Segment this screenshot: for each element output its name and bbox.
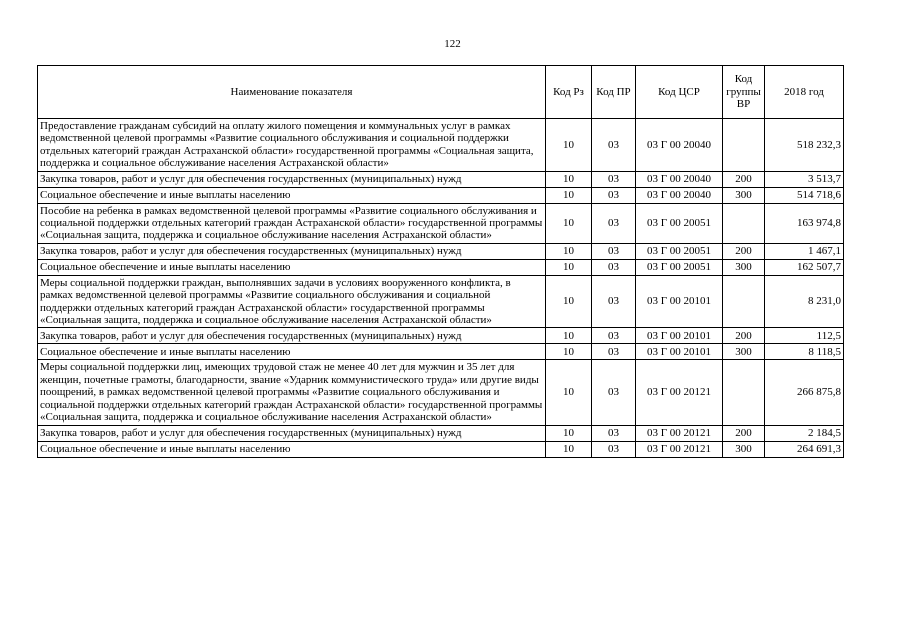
row-name: Социальное обеспечение и иные выплаты населению bbox=[38, 441, 546, 457]
row-csr: 03 Г 00 20051 bbox=[636, 259, 723, 275]
row-rz: 10 bbox=[546, 425, 592, 441]
row-rz: 10 bbox=[546, 259, 592, 275]
row-pr: 03 bbox=[592, 187, 636, 203]
row-vr: 300 bbox=[723, 441, 765, 457]
table-row bbox=[38, 119, 844, 172]
table-row bbox=[38, 275, 844, 328]
row-name: Социальное обеспечение и иные выплаты населению bbox=[38, 259, 546, 275]
row-name: Закупка товаров, работ и услуг для обеспечения государственных (муниципальных) нужд bbox=[38, 243, 546, 259]
table-row bbox=[38, 441, 844, 457]
row-name: Пособие на ребенка в рамках ведомственной целевой программы «Развитие социального обслуживания и социальной поддержки отдельных категорий граждан Астраханской области» государственной программы «Социальная защита, поддержка и социальное обслуживание населения Астраханской области» bbox=[38, 203, 546, 243]
header-name: Наименование показателя bbox=[38, 66, 546, 119]
row-pr: 03 bbox=[592, 328, 636, 344]
row-csr: 03 Г 00 20051 bbox=[636, 243, 723, 259]
row-vr bbox=[723, 203, 765, 243]
row-pr: 03 bbox=[592, 259, 636, 275]
row-pr: 03 bbox=[592, 344, 636, 360]
row-vr: 200 bbox=[723, 243, 765, 259]
row-pr: 03 bbox=[592, 243, 636, 259]
row-value: 1 467,1 bbox=[765, 243, 844, 259]
header-vr: Код группы ВР bbox=[723, 66, 765, 119]
row-rz: 10 bbox=[546, 360, 592, 425]
row-value: 514 718,6 bbox=[765, 187, 844, 203]
row-rz: 10 bbox=[546, 171, 592, 187]
row-csr: 03 Г 00 20040 bbox=[636, 187, 723, 203]
row-vr: 200 bbox=[723, 171, 765, 187]
row-csr: 03 Г 00 20101 bbox=[636, 344, 723, 360]
row-rz: 10 bbox=[546, 119, 592, 172]
row-name: Закупка товаров, работ и услуг для обеспечения государственных (муниципальных) нужд bbox=[38, 328, 546, 344]
row-value: 266 875,8 bbox=[765, 360, 844, 425]
row-pr: 03 bbox=[592, 441, 636, 457]
row-vr bbox=[723, 119, 765, 172]
row-rz: 10 bbox=[546, 203, 592, 243]
row-vr bbox=[723, 360, 765, 425]
row-rz: 10 bbox=[546, 187, 592, 203]
header-rz: Код Рз bbox=[546, 66, 592, 119]
row-vr: 300 bbox=[723, 259, 765, 275]
row-rz: 10 bbox=[546, 441, 592, 457]
row-csr: 03 Г 00 20101 bbox=[636, 328, 723, 344]
table-row bbox=[38, 425, 844, 441]
header-csr: Код ЦСР bbox=[636, 66, 723, 119]
header-year: 2018 год bbox=[765, 66, 844, 119]
row-name: Социальное обеспечение и иные выплаты населению bbox=[38, 344, 546, 360]
table-row bbox=[38, 360, 844, 425]
row-value: 2 184,5 bbox=[765, 425, 844, 441]
row-csr: 03 Г 00 20121 bbox=[636, 441, 723, 457]
row-pr: 03 bbox=[592, 360, 636, 425]
table-row bbox=[38, 243, 844, 259]
table-row bbox=[38, 203, 844, 243]
page-number: 122 bbox=[444, 38, 461, 50]
row-value: 163 974,8 bbox=[765, 203, 844, 243]
header-pr: Код ПР bbox=[592, 66, 636, 119]
row-name: Меры социальной поддержки граждан, выполнявших задачи в условиях вооруженного конфликта, в рамках ведомственной целевой программы «Развитие социального обслуживания и социальной поддержки отдельных категорий граждан Астраханской области» государственной программы «Социальная защита, поддержка и социальное обслуживание населения Астраханской области» bbox=[38, 275, 546, 328]
row-csr: 03 Г 00 20101 bbox=[636, 275, 723, 328]
row-pr: 03 bbox=[592, 425, 636, 441]
table-row bbox=[38, 344, 844, 360]
row-pr: 03 bbox=[592, 171, 636, 187]
row-name: Закупка товаров, работ и услуг для обеспечения государственных (муниципальных) нужд bbox=[38, 171, 546, 187]
row-name: Меры социальной поддержки лиц, имеющих трудовой стаж не менее 40 лет для мужчин и 35 лет для женщин, почетные грамоты, благодарности, звание «Ударник коммунистического труда» или другие виды поощрений, в рамках ведомственной целевой программы «Развитие социального обслуживания и социальной поддержки отдельных категорий граждан Астраханской области» государственной программы «Социальная защита, поддержка и социальное обслуживание населения Астраханской области» bbox=[38, 360, 546, 425]
row-value: 112,5 bbox=[765, 328, 844, 344]
row-vr: 200 bbox=[723, 328, 765, 344]
row-value: 8 231,0 bbox=[765, 275, 844, 328]
row-rz: 10 bbox=[546, 275, 592, 328]
table-body bbox=[38, 119, 844, 458]
table-header-row bbox=[38, 66, 844, 119]
row-name: Закупка товаров, работ и услуг для обеспечения государственных (муниципальных) нужд bbox=[38, 425, 546, 441]
row-value: 162 507,7 bbox=[765, 259, 844, 275]
row-csr: 03 Г 00 20040 bbox=[636, 171, 723, 187]
row-csr: 03 Г 00 20040 bbox=[636, 119, 723, 172]
row-vr: 300 bbox=[723, 344, 765, 360]
table-row bbox=[38, 171, 844, 187]
row-name: Социальное обеспечение и иные выплаты населению bbox=[38, 187, 546, 203]
table-row bbox=[38, 187, 844, 203]
row-vr: 200 bbox=[723, 425, 765, 441]
row-pr: 03 bbox=[592, 275, 636, 328]
row-rz: 10 bbox=[546, 243, 592, 259]
row-csr: 03 Г 00 20051 bbox=[636, 203, 723, 243]
row-pr: 03 bbox=[592, 203, 636, 243]
row-rz: 10 bbox=[546, 344, 592, 360]
row-value: 518 232,3 bbox=[765, 119, 844, 172]
row-csr: 03 Г 00 20121 bbox=[636, 425, 723, 441]
row-vr bbox=[723, 275, 765, 328]
row-value: 264 691,3 bbox=[765, 441, 844, 457]
table-row bbox=[38, 328, 844, 344]
row-pr: 03 bbox=[592, 119, 636, 172]
row-rz: 10 bbox=[546, 328, 592, 344]
row-value: 3 513,7 bbox=[765, 171, 844, 187]
row-name: Предоставление гражданам субсидий на оплату жилого помещения и коммунальных услуг в рамках ведомственной целевой программы «Развитие социального обслуживания и социальной поддержки отдельных категорий граждан Астраханской области» государственной программы «Социальная защита, поддержка и социальное обслуживание населения Астраханской области» bbox=[38, 119, 546, 172]
row-value: 8 118,5 bbox=[765, 344, 844, 360]
row-vr: 300 bbox=[723, 187, 765, 203]
budget-table bbox=[37, 65, 844, 458]
table-row bbox=[38, 259, 844, 275]
row-csr: 03 Г 00 20121 bbox=[636, 360, 723, 425]
